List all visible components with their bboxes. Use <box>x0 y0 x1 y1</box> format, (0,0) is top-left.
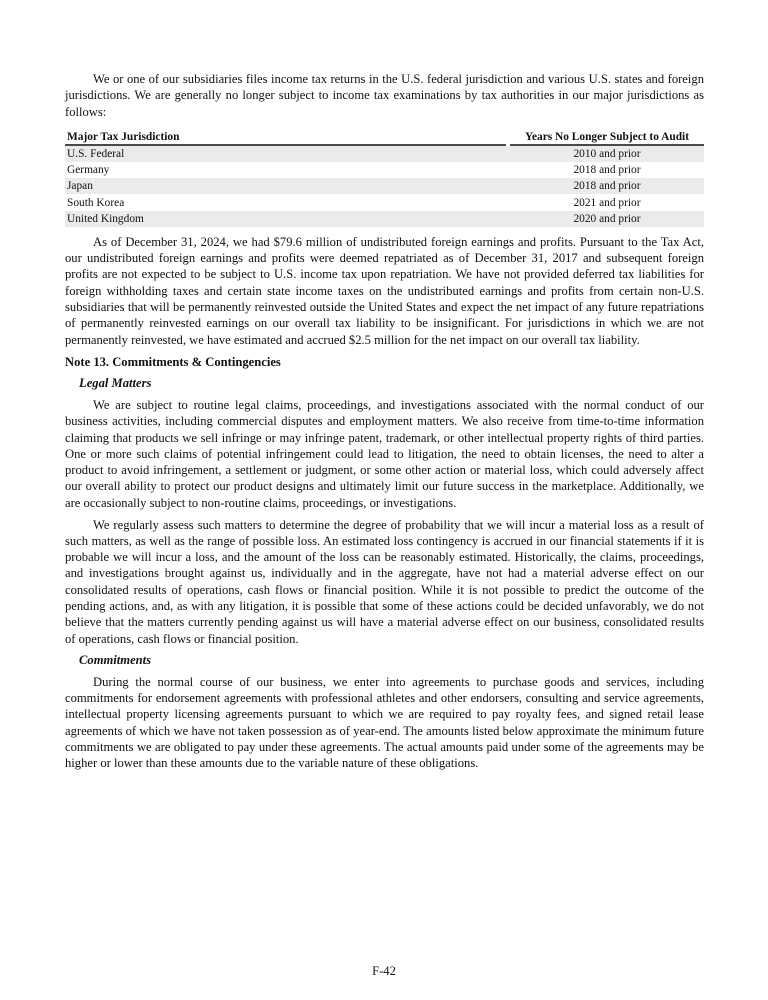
cell-jurisdiction: Germany <box>67 164 110 177</box>
cell-years: 2021 and prior <box>573 196 641 209</box>
commitments-subheading: Commitments <box>79 652 152 667</box>
table-row <box>65 211 704 227</box>
cell-years: 2018 and prior <box>573 164 641 177</box>
note-13-heading: Note 13. Commitments & Contingencies <box>65 354 281 369</box>
table-header-row <box>65 130 704 146</box>
table-row <box>65 178 704 194</box>
cell-jurisdiction: Japan <box>65 178 506 194</box>
page-number: F-42 <box>372 964 396 978</box>
commitments-paragraph-1: During the normal course of our business, we enter into agreements to purchase goods and services, including commitments for endorsement agreements with professional athletes and other endorsers, consulting and service agreements, intellectual property licensing agreements pursuant to which we are required to pay royalty fees, and signed retail lease agreements of which we have not taken possession as of year-end. The amounts listed below approximate the minimum future commitments we are obligated to pay under these agreements. The actual amounts paid under some of the agreements may be higher or lower than these amounts due to the variable nature of these obligations. <box>65 674 704 771</box>
table-row <box>65 146 704 162</box>
table-row <box>65 194 704 210</box>
foreign-earnings-paragraph: As of December 31, 2024, we had $79.6 million of undistributed foreign earnings and profits. Pursuant to the Tax Act, our undistributed foreign earnings and profits were deemed repatriated as of December 31, 2017 and subsequent foreign profits are not expected to be subject to U.S. income tax upon repatriation. We have not provided deferred tax liabilities for foreign withholding taxes and certain state income taxes on the undistributed earnings and profits from certain non-U.S. subsidiaries that will be permanently reinvested outside the United States and expect the net impact of any future repatriations of permanently reinvested earnings on our overall tax liability to be insignificant. For jurisdictions in which we are not permanently reinvested, we have estimated and accrued $2.5 million for the net impact on our overall tax liability. <box>65 234 704 347</box>
cell-years: 2010 and prior <box>510 146 704 162</box>
intro-paragraph: We or one of our subsidiaries files income tax returns in the U.S. federal jurisdiction and various U.S. states and foreign jurisdictions. We are generally no longer subject to income tax examinations by tax authorities in our major jurisdictions as follows: <box>65 72 704 119</box>
cell-years: 2020 and prior <box>510 211 704 227</box>
header-jurisdiction: Major Tax Jurisdiction <box>65 130 506 146</box>
cell-jurisdiction: U.S. Federal <box>65 146 506 162</box>
cell-jurisdiction: United Kingdom <box>65 211 506 227</box>
header-years: Years No Longer Subject to Audit <box>510 130 704 146</box>
cell-jurisdiction: South Korea <box>67 196 125 209</box>
table-row <box>65 162 704 178</box>
legal-matters-paragraph-2: We regularly assess such matters to determine the degree of probability that we will incur a material loss as a result of such matters, as well as the range of possible loss. An estimated loss contingency is accrued in our financial statements if it is probable we will incur a loss, and the amount of the loss can be reasonably estimated. Historically, the claims, proceedings, and investigations brought against us, individually and in the aggregate, have not had a material adverse effect on our consolidated results of operations, cash flows or financial position. While it is not possible to predict the outcome of the pending actions, and, as with any litigation, it is possible that some of these actions could be decided unfavorably, we do not believe that the matters currently pending against us will have a material adverse effect on our business, consolidated results of operations, cash flows or financial position. <box>65 517 704 646</box>
legal-matters-paragraph-1: We are subject to routine legal claims, proceedings, and investigations associated with the normal conduct of our business activities, including commercial disputes and employment matters. We also receive from time-to-time information claiming that products we sell infringe or may infringe patent, trademark, or other intellectual property rights of third parties. One or more such claims of potential infringement could lead to litigation, the need to obtain licenses, the need to alter a product to avoid infringement, a settlement or judgment, or some other action or material loss, which could adversely affect our overall ability to protect our product designs and ultimately limit our future success in the marketplace. Additionally, we are occasionally subject to non-routine claims, proceedings, or investigations. <box>65 398 704 510</box>
tax-jurisdiction-table <box>65 130 704 227</box>
legal-matters-subheading: Legal Matters <box>79 376 152 391</box>
document-page <box>65 71 704 772</box>
cell-years: 2018 and prior <box>510 178 704 194</box>
